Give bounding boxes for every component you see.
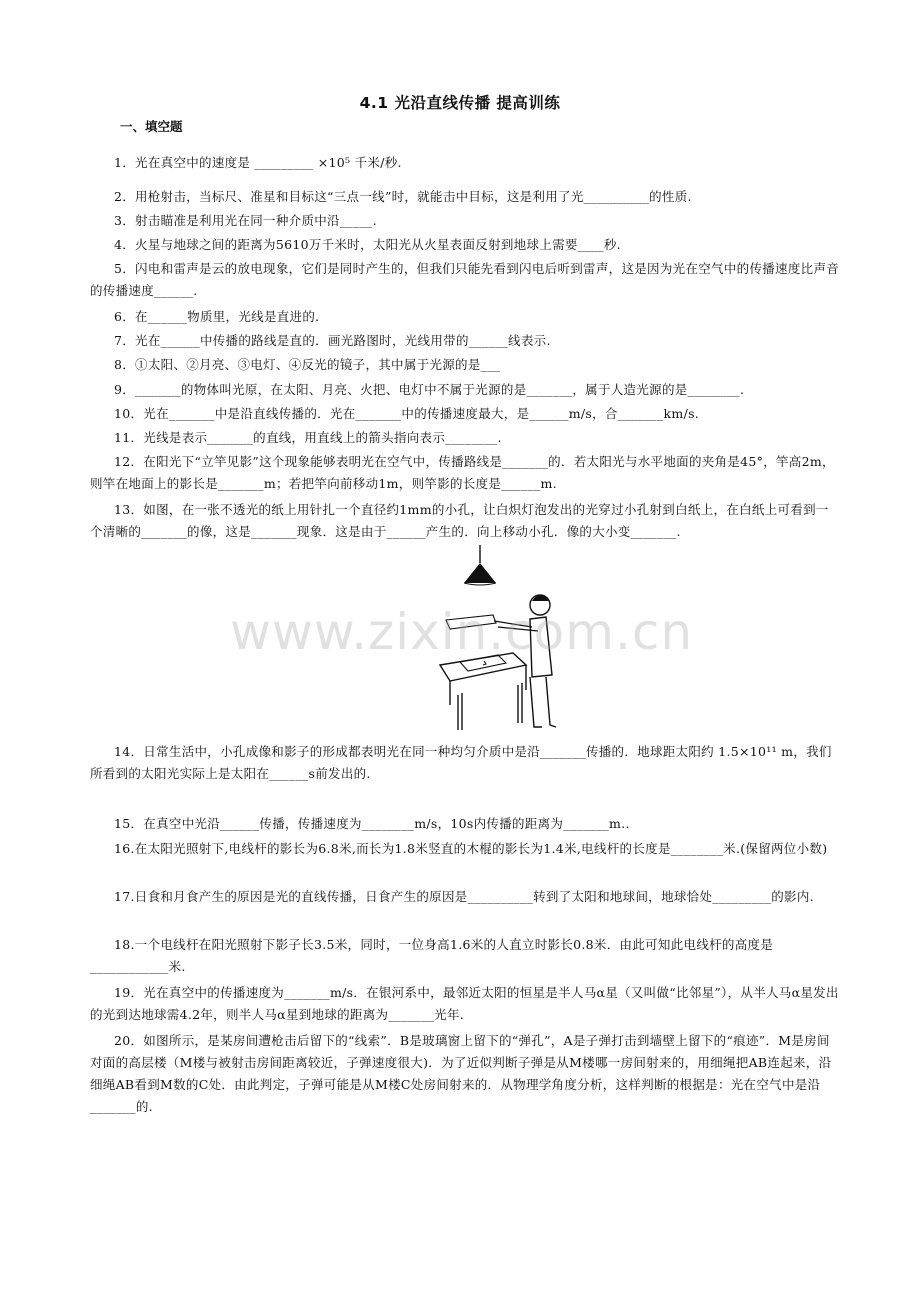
question-13: 13．如图，在一张不透光的纸上用针扎一个直径约1mm的小孔，让白炽灯泡发出的光穿过小孔射到白纸上，在白纸上可看到一个清晰的_______的像，这是_______现象．这是由于______产生的．向上移动小孔．像的大小变_______. <box>90 502 829 539</box>
question-15: 15．在真空中光沿______传播，传播速度为________m/s，10s内传播的距离为_______m.. <box>114 816 630 831</box>
watermark: www.zixin.com.cn <box>230 603 694 661</box>
question-1: 1．光在真空中的速度是 _________ ×10⁵ 千米/秒. <box>114 155 402 170</box>
question-18: 18.一个电线杆在阳光照射下影子长3.5米，同时，一位身高1.6米的人直立时影长0.8米．由此可知此电线杆的高度是____________米. <box>90 937 774 974</box>
question-7: 7．光在______中传播的路线是直的．画光路图时，光线用带的______线表示. <box>114 333 551 348</box>
question-10: 10．光在_______中是沿直线传播的．光在_______中的传播速度最大，是______m/s，合_______km/s. <box>114 406 700 421</box>
question-8: 8．①太阳、②月亮、③电灯、④反光的镜子，其中属于光源的是___ <box>114 357 501 372</box>
question-19: 19．光在真空中的传播速度为_______m/s．在银河系中，最邻近太阳的恒星是半人马α星（又叫做“比邻星”），从半人马α星发出的光到达地球需4.2年，则半人马α星到地球的距离为_______光年. <box>90 985 839 1022</box>
question-12: 12．在阳光下“立竿见影”这个现象能够表明光在空气中，传播路线是_______的．若太阳光与水平地面的夹角是45°，竿高2m，则竿在地面上的影长是_______m；若把竿向前移动1m，则竿影的长度是______m. <box>90 454 835 491</box>
question-2: 2．用枪射击，当标尺、准星和目标这“三点一线”时，就能击中目标，这是利用了光__________的性质. <box>114 189 692 204</box>
page-title: 4.1 光沿直线传播 提高训练 <box>359 94 561 112</box>
question-20: 20．如图所示，是某房间遭枪击后留下的“线索”．B是玻璃窗上留下的“弹孔”，A是子弹打击到墙壁上留下的“痕迹”．M是房间对面的高层楼（M楼与被射击房间距离较近，子弹速度很大)．为了近似判断子弹是从M楼哪一房间射来的，用细绳把AB连起来，沿细绳AB看到M数的C处．由此判定，子弹可能是从M楼C处房间射来的．从物理学角度分析，这样判断的根据是：光在空气中是沿_______的. <box>90 1033 832 1114</box>
question-6: 6．在______物质里，光线是直进的. <box>114 309 320 324</box>
question-17: 17.日食和月食产生的原因是光的直线传播，日食产生的原因是__________转到了太阳和地球间，地球恰处_________的影内. <box>114 889 814 904</box>
question-9: 9．_______的物体叫光原，在太阳、月亮、火把、电灯中不属于光源的是_______，属于人造光源的是________. <box>114 382 745 397</box>
question-11: 11．光线是表示_______的直线，用直线上的箭头指向表示________. <box>114 430 502 445</box>
question-5: 5．闪电和雷声是云的放电现象，它们是同时产生的，但我们只能先看到闪电后听到雷声，这是因为光在空气中的传播速度比声音的传播速度______. <box>90 261 840 298</box>
pinhole-experiment-figure <box>438 545 558 735</box>
question-14: 14．日常生活中，小孔成像和影子的形成都表明光在同一种均匀介质中是沿_______传播的．地球距太阳约 1.5×10¹¹ m，我们所看到的太阳光实际上是太阳在______s前发出的. <box>90 744 832 781</box>
question-16: 16.在太阳光照射下,电线杆的影长为6.8米,而长为1.8米竖直的木棍的影长为1.4米,电线杆的长度是________米.(保留两位小数) <box>114 841 828 856</box>
question-3: 3．射击瞄准是利用光在同一种介质中沿_____. <box>114 213 377 228</box>
section-heading: 一、填空题 <box>120 119 183 134</box>
question-4: 4．火星与地球之间的距离为5610万千米时，太阳光从火星表面反射到地球上需要____秒. <box>114 237 621 252</box>
